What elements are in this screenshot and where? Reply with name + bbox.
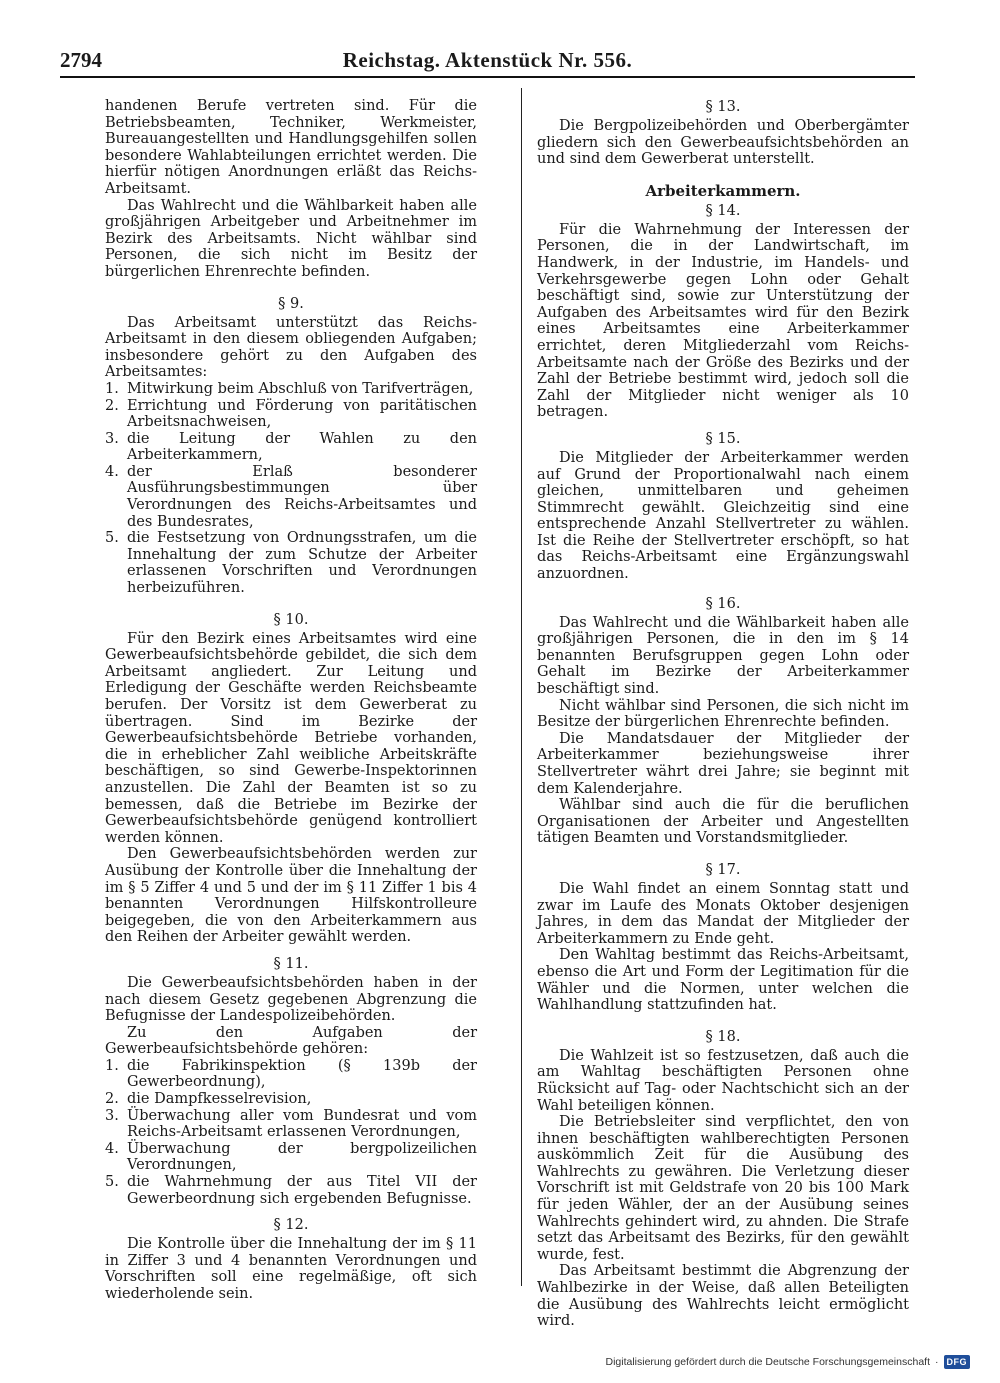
list-number: 2. [105, 1091, 119, 1108]
paragraph: Die Mandatsdauer der Mitglieder der Arbeiterkammer beziehungsweise ihrer Stellvertreter währt drei Jahre; sie beginnt mit dem Kalenderjahre. [537, 730, 909, 797]
list-item [105, 1174, 477, 1207]
list-item [105, 1058, 477, 1091]
page-number: 2794 [60, 48, 102, 72]
paragraph: Wählbar sind auch die für die beruflichen Organisationen der Arbeiter und Angestellten tätigen Beamten und Vorstandsmitglieder. [537, 797, 909, 847]
section-heading-13: § 13. [705, 99, 741, 115]
paragraph: Die Gewerbeaufsichtsbehörden haben in der nach diesem Gesetz gegebenen Abgrenzung die Befugnisse der Landespolizeibehörden. [105, 974, 477, 1025]
list-number: 3. [105, 1107, 119, 1124]
paragraph: Den Gewerbeaufsichtsbehörden werden zur Ausübung der Kontrolle über die Innehaltung der im § 5 Ziffer 4 und 5 und der im § 11 Ziffer 1 bis 4 benannten Verordnungen Hilfskontrolleure beigegeben, die von den Arbeiterkammern aus den Reihen der Arbeiter gewählt werden. [105, 846, 477, 946]
bullet-separator: · [935, 1356, 939, 1368]
paragraph: Für die Wahrnehmung der Interessen der Personen, die in der Landwirtschaft, im Handwerk, in der Industrie, im Handels- und Verkehrsgewerbe gegen Lohn oder Gehalt beschäftigt sind, sowie zur Unterstützung der Aufgaben des Arbeitsamtes wird für den Bezirk eines Arbeitsamtes eine Arbeiterkammer errichtet, deren Mitgliederzahl vom Reichs-Arbeitsamte nach der Größe des Bezirks und der Zahl der Betriebe bestimmt wird, jedoch soll die Zahl der Mitglieder nicht weniger als 10 betragen. [537, 221, 909, 421]
section-heading-16: § 16. [705, 595, 741, 612]
section-heading-15: § 15. [705, 430, 741, 447]
column-divider [521, 88, 522, 1286]
section-heading-17: § 17. [705, 861, 741, 878]
paragraph: Das Arbeitsamt unterstützt das Reichs-Arbeitsamt in den diesem obliegenden Aufgaben; insbesondere gehört zu den Aufgaben des Arbeitsamtes: [105, 314, 477, 381]
list-item [105, 1091, 477, 1108]
section-heading-12: § 12. [273, 1217, 309, 1234]
enumerated-list [105, 381, 477, 597]
paragraph: Die Betriebsleiter sind verpflichtet, den von ihnen beschäftigten wahlberechtigten Personen auskömmlich Zeit für die Ausübung des Wahlrechts zu gewähren. Die Verletzung dieser Vorschrift ist mit Geldstrafe von 20 bis 100 Mark für jeden Wähler, der an der Ausübung seines Wahlrechts gehindert wird, zu ahnden. Die Strafe setzt das Arbeitsamt des Bezirks, für den gewählt wurde, fest. [537, 1114, 909, 1263]
list-number: 4. [105, 1140, 119, 1157]
digitization-footer [600, 1353, 970, 1371]
list-number: 2. [105, 397, 119, 414]
list-text: die Wahrnehmung der aus Titel VII der Gewerbeordnung sich ergebenden Befugnisse. [127, 1174, 477, 1207]
paragraph: Die Bergpolizeibehörden und Oberbergämter gliedern sich den Gewerbeaufsichtsbehörden an und sind dem Gewerberat unterstellt. [537, 118, 909, 168]
paragraph: Die Wahl findet an einem Sonntag statt und zwar im Laufe des Monats Oktober desjenigen Jahres, in dem das Mandat der Mitglieder der Arbeiterkammern zu Ende geht. [537, 880, 909, 947]
list-item [105, 530, 477, 596]
list-item [105, 1141, 477, 1174]
page-title: Reichstag. Aktenstück Nr. 556. [342, 48, 633, 72]
right-column [537, 98, 909, 1330]
list-number: 1. [105, 1057, 119, 1074]
paragraph: Die Kontrolle über die Innehaltung der im § 11 in Ziffer 3 und 4 benannten Verordnungen und Vorschriften soll eine regelmäßige, oft sich wiederholende sein. [105, 1236, 477, 1302]
paragraph: Das Arbeitsamt bestimmt die Abgrenzung der Wahlbezirke in der Weise, daß allen Beteiligten die Ausübung des Wahlrechts leicht ermöglicht wird. [537, 1263, 909, 1330]
paragraph: Die Mitglieder der Arbeiterkammer werden auf Grund der Proportionalwahl nach einem gleichen, unmittelbaren und geheimen Stimmrecht gewählt. Gleichzeitig sind eine entsprechende Anzahl Stellvertreter zu wählen. Ist die Reihe der Stellvertreter erschöpft, so hat das Reichs-Arbeitsamt eine Ergänzungswahl anzuordnen. [537, 449, 909, 583]
left-column [105, 98, 477, 1303]
list-text: Überwachung aller vom Bundesrat und vom Reichs-Arbeitsamt erlassenen Verordnungen, [127, 1107, 477, 1141]
paragraph: Den Wahltag bestimmt das Reichs-Arbeitsamt, ebenso die Art und Form der Legitimation für die Wähler und die Normen, unter welchen die Wahlhandlung stattzufinden hat. [537, 947, 909, 1014]
paragraph: Zu den Aufgaben der Gewerbeaufsichtsbehörde gehören: [105, 1024, 477, 1058]
paragraph: Das Wahlrecht und die Wählbarkeit haben alle großjährigen Arbeitgeber und Arbeitnehmer im Bezirk des Arbeitsamts. Nicht wählbar sind Personen, die sich nicht im Besitz der bürgerlichen Ehrenrechte befinden. [105, 197, 477, 280]
section-heading-14: § 14. [705, 202, 741, 219]
list-text: die Leitung der Wahlen zu den Arbeiterkammern, [127, 430, 477, 464]
list-text: Überwachung der bergpolizeilichen Verordnungen, [127, 1140, 477, 1174]
list-text: Mitwirkung beim Abschluß von Tarifverträgen, [127, 380, 474, 397]
dfg-logo: DFG [944, 1355, 971, 1369]
paragraph: Für den Bezirk eines Arbeitsamtes wird eine Gewerbeaufsichtsbehörde gebildet, die sich dem Arbeitsamt angliedert. Zur Leitung und Erledigung der Geschäfte werden Reichsbeamte berufen. Der Vorsitz ist dem Gewerberat zu übertragen. Sind im Bezirke der Gewerbeaufsichtsbehörde Betriebe vorhanden, die in erheblicher Zahl weibliche Arbeitskräfte beschäftigen, so sind Gewerbe-Inspektorinnen anzustellen. Die Zahl der Beamten ist so zu bemessen, daß die Betriebe im Bezirke der Gewerbeaufsichtsbehörde genügend kontrolliert werden können. [105, 630, 477, 846]
list-item [105, 381, 477, 398]
paragraph: handenen Berufe vertreten sind. Für die Betriebsbeamten, Techniker, Werkmeister, Bureauangestellten und Handlungsgehilfen sollen besondere Wahlabteilungen errichtet werden. Die hierfür nötigen Anordnungen erläßt das Reichs-Arbeitsamt. [105, 98, 477, 197]
list-text: der Erlaß besonderer Ausführungsbestimmungen über Verordnungen des Reichs-Arbeitsamtes und des Bundesrates, [127, 463, 477, 530]
list-text: die Fabrikinspektion (§ 139b der Gewerbeordnung), [127, 1057, 477, 1091]
section-heading-9: § 9. [278, 295, 304, 312]
list-number: 3. [105, 430, 119, 447]
section-heading-11: § 11. [273, 955, 309, 972]
enumerated-list [105, 1058, 477, 1207]
paragraph: Das Wahlrecht und die Wählbarkeit haben alle großjährigen Personen, die in den im § 14 benannten Berufsgruppen gegen Lohn oder Gehalt im Bezirke der Arbeiterkammer beschäftigt sind. [537, 614, 909, 698]
paragraph: Die Wahlzeit ist so festzusetzen, daß auch die am Wahltag beschäftigten Personen ohne Rücksicht auf Tag- oder Nachtschicht sich an der Wahl beteiligen können. [537, 1047, 909, 1114]
list-number: 1. [105, 380, 119, 397]
list-text: die Festsetzung von Ordnungsstrafen, um die Innehaltung der zum Schutze der Arbeiter erlassenen Vorschriften und Verordnungen herbeizuführen. [127, 530, 477, 597]
paragraph: Nicht wählbar sind Personen, die sich nicht im Besitze der bürgerlichen Ehrenrechte befinden. [537, 697, 909, 731]
list-number: 5. [105, 530, 119, 547]
list-number: 5. [105, 1174, 119, 1191]
page-header [60, 46, 915, 78]
section-heading-18: § 18. [705, 1028, 741, 1045]
list-item [105, 398, 477, 431]
subheading-arbeiterkammern: Arbeiterkammern. [645, 181, 801, 200]
list-item [105, 1108, 477, 1141]
footer-text: Digitalisierung gefördert durch die Deutsche Forschungsgemeinschaft [605, 1356, 930, 1368]
list-text: die Dampfkesselrevision, [127, 1091, 312, 1108]
list-item [105, 464, 477, 530]
list-number: 4. [105, 463, 119, 480]
list-item [105, 431, 477, 464]
list-text: Errichtung und Förderung von paritätischen Arbeitsnachweisen, [127, 397, 477, 431]
section-heading-10: § 10. [273, 611, 309, 628]
